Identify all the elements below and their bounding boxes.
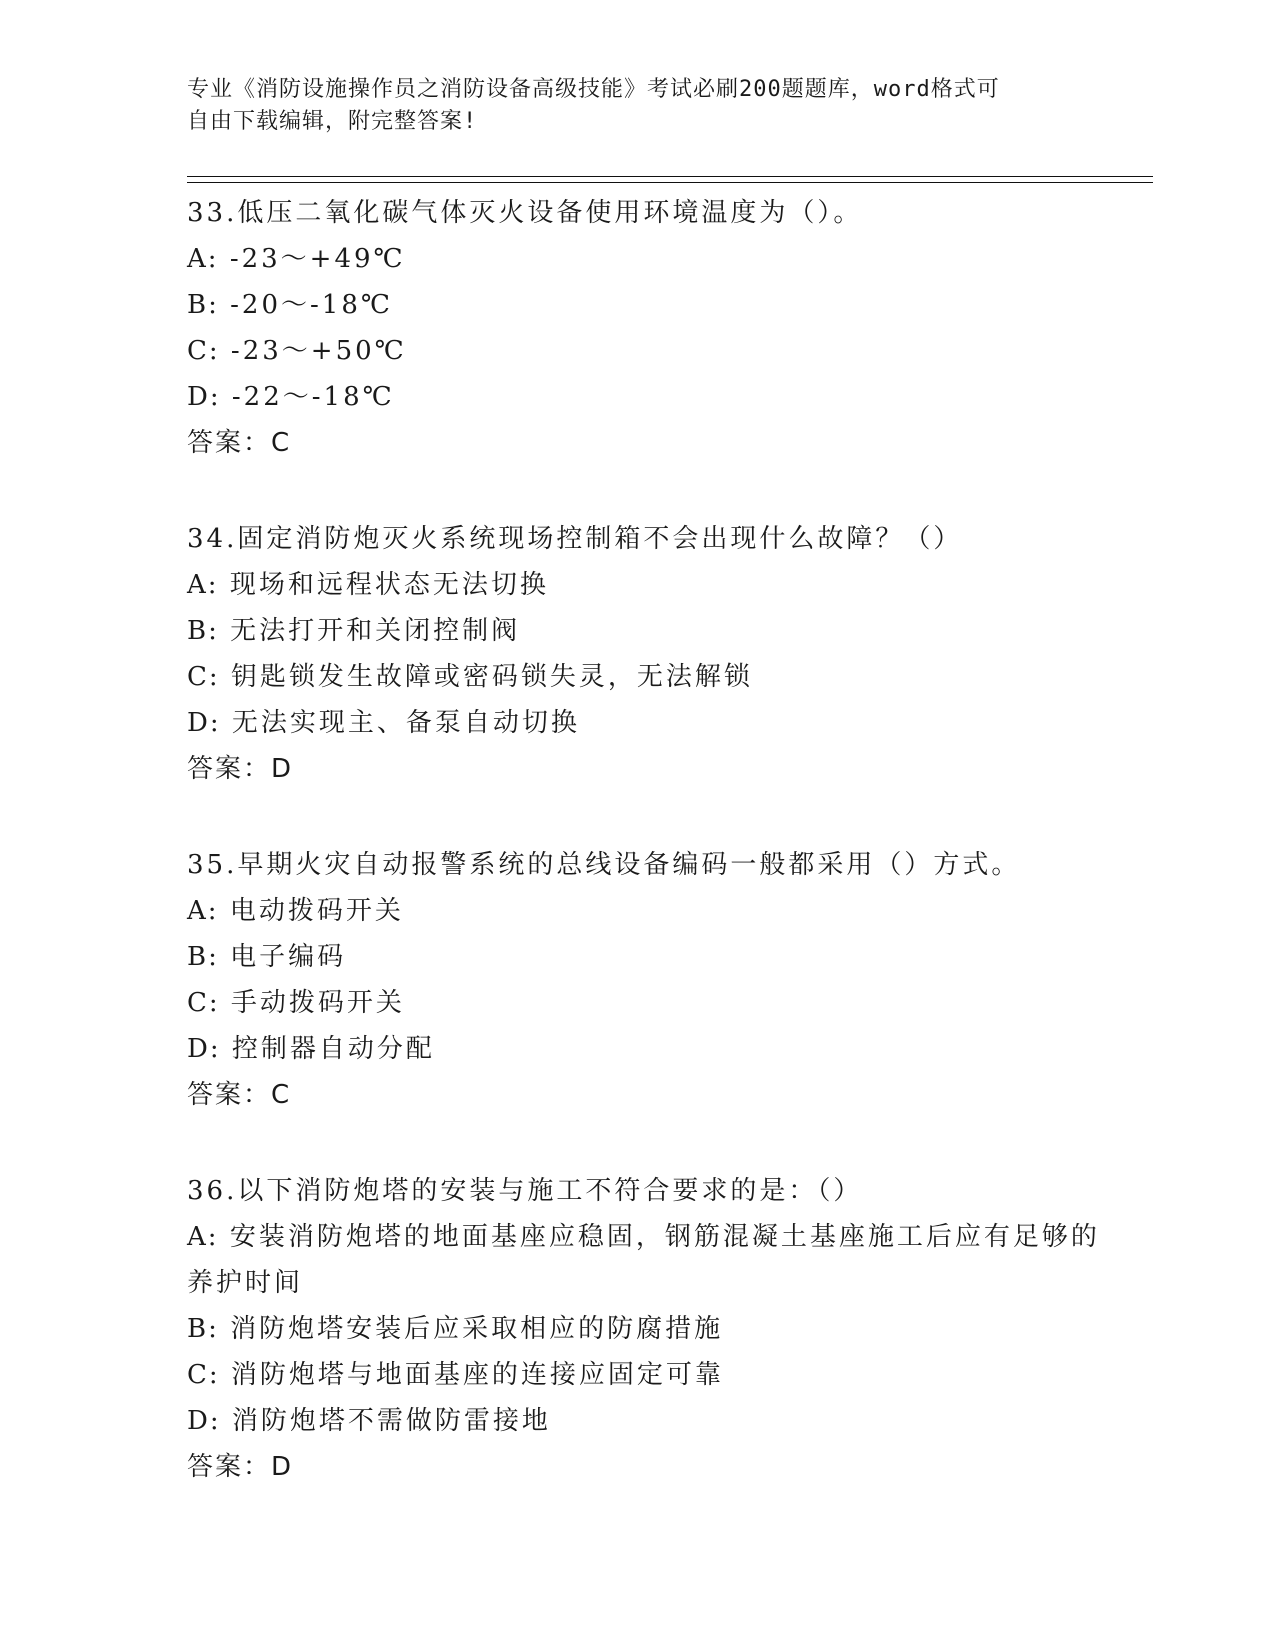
option-b xyxy=(187,934,1127,980)
option-text: 钥匙锁发生故障或密码锁失灵，无法解锁 xyxy=(230,662,753,692)
option-text: 手动拨码开关 xyxy=(230,988,405,1018)
option-b xyxy=(187,282,1127,328)
option-d xyxy=(187,374,1127,420)
option-label: C: xyxy=(187,1360,220,1390)
header-divider-top xyxy=(187,176,1153,177)
option-label: C: xyxy=(187,988,220,1018)
header-line-1: 专业《消防设施操作员之消防设备高级技能》考试必刷200题题库，word格式可 xyxy=(187,77,1000,102)
option-d xyxy=(187,1026,1127,1072)
option-text: -22～-18℃ xyxy=(231,382,395,412)
option-c xyxy=(187,328,1127,374)
option-label: B: xyxy=(187,1314,219,1344)
option-text: 消防炮塔安装后应采取相应的防腐措施 xyxy=(230,1314,724,1344)
option-c xyxy=(187,980,1127,1026)
option-text: 消防炮塔与地面基座的连接应固定可靠 xyxy=(230,1360,724,1390)
option-a xyxy=(187,888,1127,934)
option-label: A: xyxy=(187,570,219,600)
option-d xyxy=(187,1398,1127,1444)
option-text: 安装消防炮塔的地面基座应稳固，钢筋混凝土基座施工后应有足够的养护时间 xyxy=(187,1222,1100,1298)
option-label: B: xyxy=(187,616,219,646)
question-stem: 35.早期火灾自动报警系统的总线设备编码一般都采用（）方式。 xyxy=(187,850,1021,880)
question-36 xyxy=(187,1168,1127,1490)
option-b xyxy=(187,608,1127,654)
option-text: 消防炮塔不需做防雷接地 xyxy=(231,1406,551,1436)
header-line-2: 自由下载编辑，附完整答案! xyxy=(187,109,478,134)
option-label: C: xyxy=(187,336,220,366)
question-33 xyxy=(187,190,1127,466)
question-list xyxy=(187,190,1127,1540)
option-text: 现场和远程状态无法切换 xyxy=(229,570,549,600)
question-stem: 36.以下消防炮塔的安装与施工不符合要求的是：（） xyxy=(187,1176,863,1206)
option-c xyxy=(187,654,1127,700)
question-stem: 34.固定消防炮灭火系统现场控制箱不会出现什么故障？（） xyxy=(187,524,963,554)
question-stem: 33.低压二氧化碳气体灭火设备使用环境温度为（）。 xyxy=(187,198,863,228)
answer: 答案：D xyxy=(187,754,294,784)
answer: 答案：C xyxy=(187,1080,292,1110)
option-label: D: xyxy=(187,708,221,738)
option-label: A: xyxy=(187,244,219,274)
document-header xyxy=(187,74,1087,138)
option-a xyxy=(187,562,1127,608)
option-text: 电动拨码开关 xyxy=(229,896,404,926)
answer: 答案：D xyxy=(187,1452,294,1482)
option-c xyxy=(187,1352,1127,1398)
option-d xyxy=(187,700,1127,746)
option-label: D: xyxy=(187,382,221,412)
option-text: -20～-18℃ xyxy=(230,290,393,320)
option-label: D: xyxy=(187,1406,221,1436)
option-a xyxy=(187,236,1127,282)
option-text: 无法实现主、备泵自动切换 xyxy=(231,708,580,738)
option-label: B: xyxy=(187,942,219,972)
option-label: A: xyxy=(187,1222,219,1252)
header-divider-bottom xyxy=(187,182,1153,183)
option-text: -23～+49℃ xyxy=(229,244,406,274)
option-a xyxy=(187,1214,1127,1306)
option-text: 电子编码 xyxy=(230,942,347,972)
answer: 答案：C xyxy=(187,428,292,458)
option-label: A: xyxy=(187,896,219,926)
option-label: B: xyxy=(187,290,219,320)
option-b xyxy=(187,1306,1127,1352)
option-text: 无法打开和关闭控制阀 xyxy=(230,616,521,646)
option-label: D: xyxy=(187,1034,221,1064)
option-text: 控制器自动分配 xyxy=(231,1034,435,1064)
question-34 xyxy=(187,516,1127,792)
option-label: C: xyxy=(187,662,220,692)
option-text: -23～+50℃ xyxy=(230,336,407,366)
question-35 xyxy=(187,842,1127,1118)
